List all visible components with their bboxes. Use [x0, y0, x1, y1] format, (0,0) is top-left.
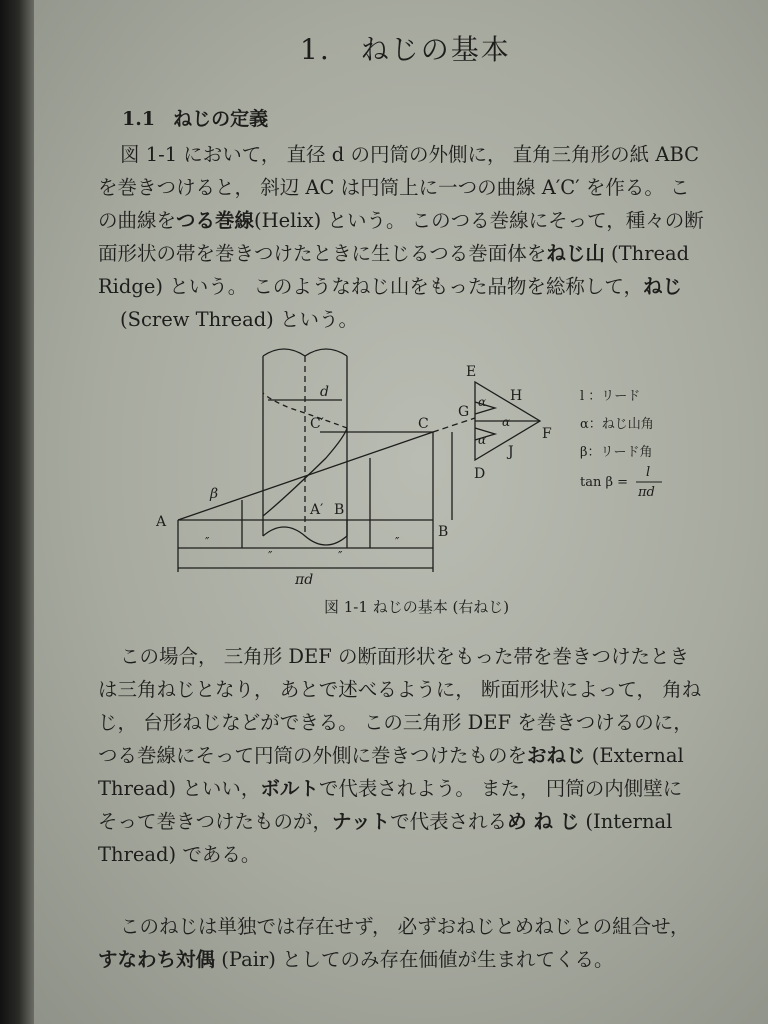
text-line: Thread) である。: [98, 843, 261, 866]
section-heading: [122, 104, 268, 131]
text-line: は三角ねじとなり， あとで述べるように， 断面形状によって， 角ね: [98, 678, 702, 701]
label-Aprime: A′: [310, 502, 324, 518]
text-line: を巻きつけると， 斜辺 AC は円筒上に一つの曲線 A′C′ を作る。 こ: [98, 176, 690, 199]
text-line: 図 1-1 において， 直径 d の円筒の外側に， 直角三角形の紙 ABC: [120, 143, 700, 166]
term-screw: ねじ: [643, 275, 683, 298]
label-alpha-1: α: [478, 395, 487, 409]
text-line: 面形状の帯を巻きつけたときに生じるつる巻面体をねじ山 (Thread: [98, 242, 690, 265]
text-line: そって巻きつけたものが，ナットで代表されるめ ね じ (Internal: [98, 810, 673, 833]
legend-lead-angle: β：リード角: [580, 445, 653, 460]
legend-tan: tan β =: [580, 475, 629, 490]
label-alpha-3: α: [478, 433, 487, 447]
text-line: この場合， 三角形 DEF の断面形状をもった帯を巻きつけたとき: [120, 645, 689, 668]
label-d: d: [320, 384, 329, 400]
label-pid: πd: [295, 572, 314, 588]
label-beta: β: [210, 486, 219, 502]
chapter-heading: [300, 28, 511, 68]
cylinder-top-ellipse: [263, 349, 347, 356]
label-D: D: [474, 466, 486, 482]
legend-thread-angle: α：ねじ山角: [580, 417, 654, 432]
book-spine-shadow: [0, 0, 34, 1024]
text-line: の曲線をつる巻線(Helix) という。 このつる巻線にそって，種々の断: [98, 209, 704, 232]
text-line: すなわち対偶 (Pair) としてのみ存在価値が生まれてくる。: [98, 948, 614, 971]
label-A: A: [156, 514, 167, 530]
dim-ditto-4: ″: [395, 535, 400, 549]
text-line: Thread) といい，ボルトで代表されよう。 また， 円筒の内側壁に: [98, 777, 683, 800]
term-thread-ridge: ねじ山: [546, 242, 605, 265]
text-line: Ridge) という。 このようなねじ山をもった品物を総称して，ねじ: [98, 275, 683, 298]
figure-thread-diagram: [150, 348, 710, 608]
legend-frac-num: l: [646, 465, 651, 480]
term-external-thread: おねじ: [527, 744, 586, 767]
term-helix: つる巻線: [176, 209, 255, 232]
label-H: H: [510, 388, 523, 404]
chapter-title: ねじの基本: [360, 33, 511, 66]
section-title: ねじの定義: [173, 108, 269, 130]
label-J: J: [508, 444, 514, 460]
label-alpha-2: α: [502, 415, 511, 429]
term-nut: ナット: [332, 810, 391, 833]
paragraph-definition: [98, 138, 738, 336]
label-Cprime: C′: [310, 416, 324, 432]
term-bolt: ボルト: [260, 777, 319, 800]
text-line: (Screw Thread) という。: [120, 308, 358, 331]
legend-frac-den: πd: [638, 485, 655, 500]
label-C: C: [418, 416, 429, 432]
dim-ditto-1: ″: [205, 535, 210, 549]
dim-ditto-3: ″: [338, 549, 343, 563]
term-pair: すなわち対偶: [98, 948, 216, 971]
dim-ditto-2: ″: [268, 549, 273, 563]
paragraph-pair: [98, 910, 738, 976]
paragraph-thread-types: [98, 640, 738, 871]
label-B: B: [438, 524, 449, 540]
figure-caption: 図 1-1 ねじの基本 (右ねじ): [324, 598, 510, 616]
label-E: E: [466, 364, 477, 380]
section-number: 1.1: [122, 108, 156, 130]
hypotenuse-extension: [433, 418, 475, 432]
label-F: F: [542, 426, 552, 442]
text-line: つる巻線にそって円筒の外側に巻きつけたものをおねじ (External: [98, 744, 684, 767]
label-G: G: [458, 404, 470, 420]
text-line: このねじは単独では存在せず， 必ずおねじとめねじとの組合せ，: [120, 915, 690, 938]
chapter-number: 1.: [300, 33, 331, 66]
term-internal-thread: め ね じ: [507, 810, 580, 833]
legend-lead: l ：リード: [580, 389, 641, 404]
text-line: じ， 台形ねじなどができる。 この三角形 DEF を巻きつけるのに，: [98, 711, 693, 734]
label-B2: B: [334, 502, 345, 518]
